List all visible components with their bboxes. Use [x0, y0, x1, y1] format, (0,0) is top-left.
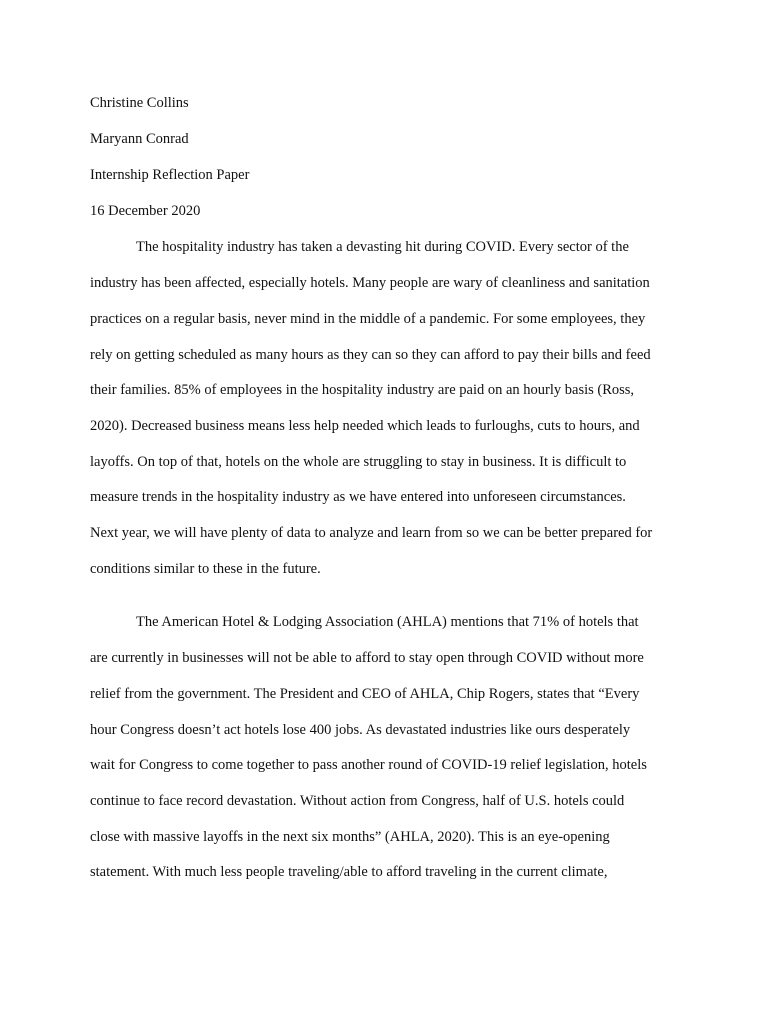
paragraph-1-line: Next year, we will have plenty of data to analyze and learn from so we can be better prepared for [90, 525, 653, 541]
paper-title: Internship Reflection Paper [90, 167, 250, 183]
instructor-name: Maryann Conrad [90, 131, 189, 147]
paragraph-2-line: wait for Congress to come together to pass another round of COVID-19 relief legislation, hotels [90, 757, 647, 773]
paragraph-1-line: layoffs. On top of that, hotels on the whole are struggling to stay in business. It is difficult to [90, 454, 627, 470]
paragraph-1-line: conditions similar to these in the future. [90, 561, 321, 577]
paragraph-1-line: practices on a regular basis, never mind in the middle of a pandemic. For some employees, they [90, 311, 646, 327]
paragraph-2-line: statement. With much less people traveling/able to afford traveling in the current climate, [90, 864, 608, 880]
paper-date: 16 December 2020 [90, 203, 201, 219]
paragraph-1-line: rely on getting scheduled as many hours as they can so they can afford to pay their bills and feed [90, 347, 651, 363]
paragraph-1-line: The hospitality industry has taken a devasting hit during COVID. Every sector of the [136, 239, 629, 255]
paragraph-2-line: The American Hotel & Lodging Association (AHLA) mentions that 71% of hotels that [136, 614, 639, 630]
paragraph-2-line: relief from the government. The President and CEO of AHLA, Chip Rogers, states that “Every [90, 686, 640, 702]
paragraph-1-line: 2020). Decreased business means less help needed which leads to furloughs, cuts to hours, and [90, 418, 640, 434]
paragraph-1-line: measure trends in the hospitality industry as we have entered into unforeseen circumstances. [90, 489, 626, 505]
paragraph-2-line: continue to face record devastation. Without action from Congress, half of U.S. hotels could [90, 793, 625, 809]
paragraph-2-line: close with massive layoffs in the next six months” (AHLA, 2020). This is an eye-opening [90, 829, 610, 845]
paragraph-1-line: industry has been affected, especially hotels. Many people are wary of cleanliness and sanitation [90, 275, 650, 291]
paragraph-2-line: hour Congress doesn’t act hotels lose 400 jobs. As devastated industries like ours desperately [90, 722, 631, 738]
paragraph-2-line: are currently in businesses will not be able to afford to stay open through COVID without more [90, 650, 644, 666]
paragraph-1-line: their families. 85% of employees in the hospitality industry are paid on an hourly basis (Ross, [90, 382, 635, 398]
author-name: Christine Collins [90, 95, 189, 111]
